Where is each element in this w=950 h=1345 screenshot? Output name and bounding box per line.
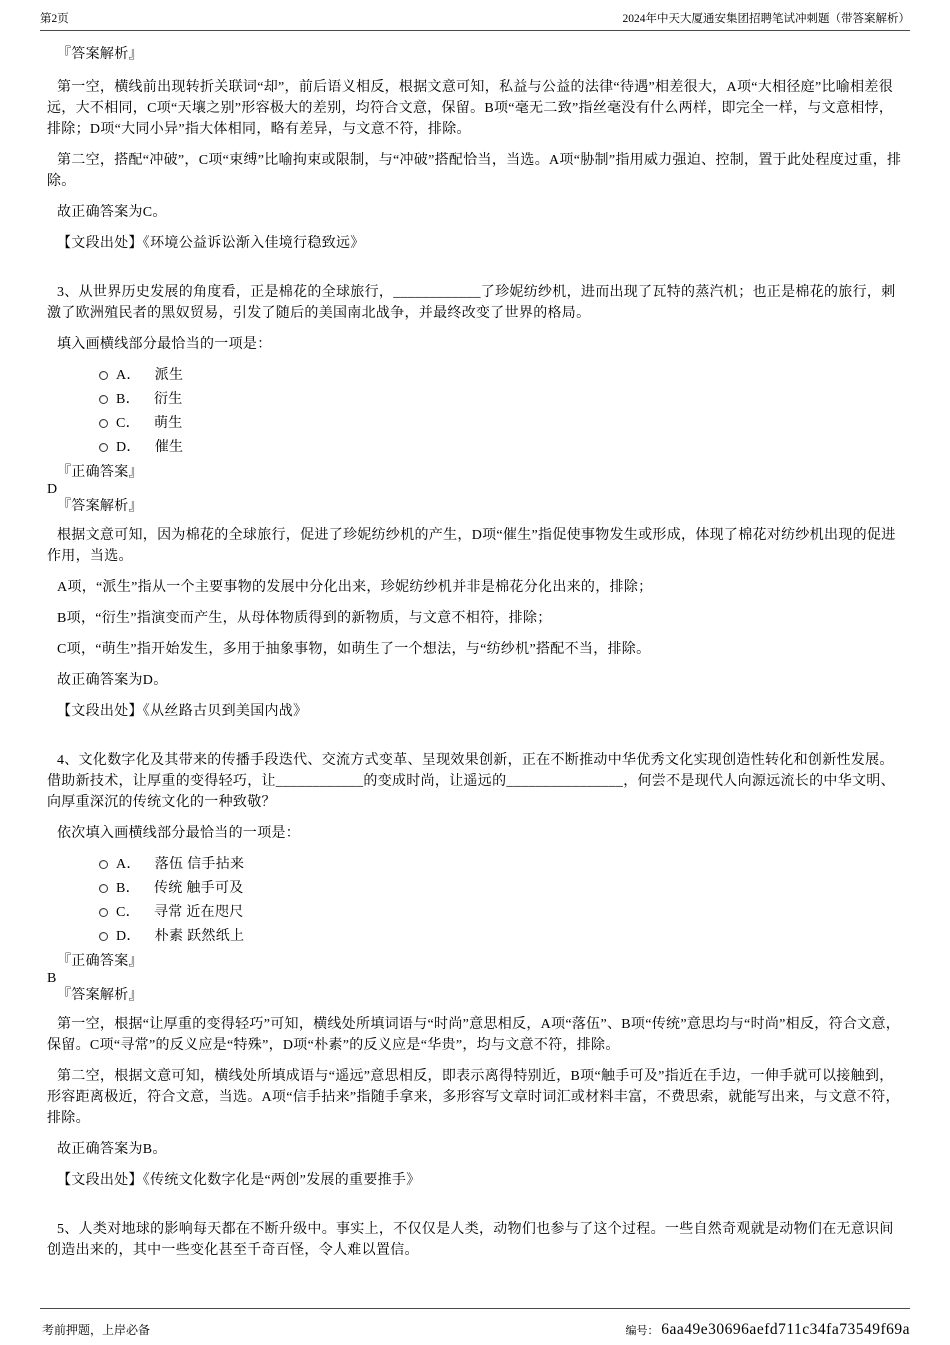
analysis-paragraph: 第一空，根据“让厚重的变得轻巧”可知，横线处所填词语与“时尚”意思相反，A项“落伍”、B项“传统”意思均与“时尚”相反，符合文意，保留。C项“寻常”的反义应是“特殊”，D项“朴素”的反义应是“华贵”，均与文意不符，排除。 (47, 1017, 901, 1053)
analysis-paragraph: 第二空，根据文意可知，横线处所填成语与“遥远”意思相反，即表示离得特别近，B项“触手可及”指近在手边，一伸手就可以接触到，形容距离极近，符合文意，当选。A项“信手拈来”指随手拿来，多形容写文章时词汇或材料丰富，不费思索，就能写出来，与文意不符，排除。 (47, 1069, 900, 1126)
question-stem: 4、文化数字化及其带来的传播手段迭代、交流方式变革、呈现效果创新，正在不断推动中华优秀文化实现创造性转化和创新性发展。借助新技术，让厚重的变得轻巧，让____________的变成时尚，让遥远的________________，何尝不是现代人向源远流长的中华文明、向厚重深沉的传统文化的一种致敬？ (47, 753, 895, 810)
analysis-paragraph: C项，“萌生”指开始发生，多用于抽象事物，如萌生了一个想法，与“纺纱机”搭配不当，排除。 (57, 642, 651, 657)
option-b[interactable] (47, 878, 905, 899)
source-reference: 【文段出处】《传统文化数字化是“两创”发展的重要推手》 (57, 1173, 421, 1188)
option-key: A． (116, 857, 141, 872)
option-text: 派生 (154, 368, 184, 383)
option-key: C． (116, 416, 140, 431)
options-group (47, 365, 905, 458)
footer-number (626, 1321, 910, 1339)
radio-icon[interactable] (99, 932, 108, 941)
option-d[interactable] (47, 437, 905, 458)
option-key: D． (116, 929, 141, 944)
option-text: 落伍 信手拈来 (154, 857, 245, 872)
radio-icon[interactable] (99, 443, 108, 452)
option-key: B． (116, 392, 140, 407)
page-footer (42, 1321, 910, 1339)
footer-slogan: 考前押题，上岸必备 (42, 1323, 151, 1337)
analysis-label: 『答案解析』 (57, 988, 143, 1003)
page-content (47, 44, 905, 1271)
question-3 (47, 282, 905, 722)
analysis-label: 『答案解析』 (57, 499, 143, 514)
option-a[interactable] (47, 365, 905, 386)
question-prompt: 填入画横线部分最恰当的一项是： (57, 337, 272, 352)
analysis-conclusion: 故正确答案为B。 (57, 1142, 167, 1157)
option-key: B． (116, 881, 140, 896)
correct-answer-label: 『正确答案』 (57, 954, 143, 969)
correct-answer: B (47, 971, 57, 986)
radio-icon[interactable] (99, 371, 108, 380)
number-code: 6aa49e30696aefd711c34fa73549f69a (661, 1321, 910, 1338)
option-d[interactable] (47, 926, 905, 947)
option-key: C． (116, 905, 140, 920)
header-divider (40, 30, 910, 31)
footer-divider (40, 1308, 910, 1309)
page-header (40, 10, 910, 26)
option-text: 衍生 (153, 392, 183, 407)
analysis-label: 『答案解析』 (57, 47, 143, 62)
option-key: A． (116, 368, 141, 383)
option-text: 催生 (154, 440, 184, 455)
analysis-paragraph: 第一空，横线前出现转折关联词“却”，前后语义相反，根据文意可知，私益与公益的法律“待遇”相差很大，A项“大相径庭”比喻相差很远，大不相同，C项“天壤之别”形容极大的差别，均符合文意，保留。B项“毫无二致”指丝毫没有什么两样，即完全一样，与文意相悖，排除；D项“大同小异”指大体相同，略有差异，与文意不符，排除。 (47, 80, 894, 137)
option-text: 传统 触手可及 (153, 881, 244, 896)
analysis-paragraph: 第二空，搭配“冲破”，C项“束缚”比喻拘束或限制，与“冲破”搭配恰当，当选。A项“胁制”指用威力强迫、控制，置于此处程度过重，排除。 (47, 153, 902, 189)
option-a[interactable] (47, 854, 905, 875)
option-c[interactable] (47, 413, 905, 434)
options-group (47, 854, 905, 947)
analysis-conclusion: 故正确答案为D。 (57, 673, 168, 688)
radio-icon[interactable] (99, 884, 108, 893)
radio-icon[interactable] (99, 395, 108, 404)
question-prompt: 依次填入画横线部分最恰当的一项是： (57, 826, 301, 841)
document-title: 2024年中天大厦通安集团招聘笔试冲刺题（带答案解析） (622, 13, 910, 25)
correct-answer: D (47, 482, 58, 497)
option-text: 寻常 近在咫尺 (153, 905, 244, 920)
analysis-paragraph: B项，“衍生”指演变而产生，从母体物质得到的新物质，与文意不相符，排除； (57, 611, 552, 626)
option-c[interactable] (47, 902, 905, 923)
option-text: 萌生 (153, 416, 183, 431)
correct-answer-label: 『正确答案』 (57, 465, 143, 480)
analysis-paragraph: 根据文意可知，因为棉花的全球旅行，促进了珍妮纺纱机的产生，D项“催生”指促使事物发生或形成，体现了棉花对纺纱机出现的促进作用，当选。 (47, 528, 896, 564)
page-number: 第2页 (40, 13, 69, 25)
question-4 (47, 750, 905, 1191)
source-reference: 【文段出处】《从丝路古贝到美国内战》 (57, 704, 308, 719)
analysis-conclusion: 故正确答案为C。 (57, 205, 167, 220)
radio-icon[interactable] (99, 860, 108, 869)
source-reference: 【文段出处】《环境公益诉讼渐入佳境行稳致远》 (57, 236, 365, 251)
number-label: 编号： (625, 1325, 659, 1337)
radio-icon[interactable] (99, 908, 108, 917)
radio-icon[interactable] (99, 419, 108, 428)
option-key: D． (116, 440, 141, 455)
question-stem: 3、从世界历史发展的角度看，正是棉花的全球旅行，____________了珍妮纺纱机，进而出现了瓦特的蒸汽机；也正是棉花的旅行，刺激了欧洲殖民者的黑奴贸易，引发了随后的美国南北战争，并最终改变了世界的格局。 (47, 285, 896, 321)
question-stem: 5、人类对地球的影响每天都在不断升级中。事实上，不仅仅是人类，动物们也参与了这个过程。一些自然奇观就是动物们在无意识间创造出来的，其中一些变化甚至千奇百怪，令人难以置信。 (47, 1222, 894, 1258)
option-b[interactable] (47, 389, 905, 410)
option-text: 朴素 跃然纸上 (154, 929, 245, 944)
analysis-paragraph: A项，“派生”指从一个主要事物的发展中分化出来，珍妮纺纱机并非是棉花分化出来的，排除； (57, 580, 653, 595)
question-5 (47, 1219, 905, 1261)
